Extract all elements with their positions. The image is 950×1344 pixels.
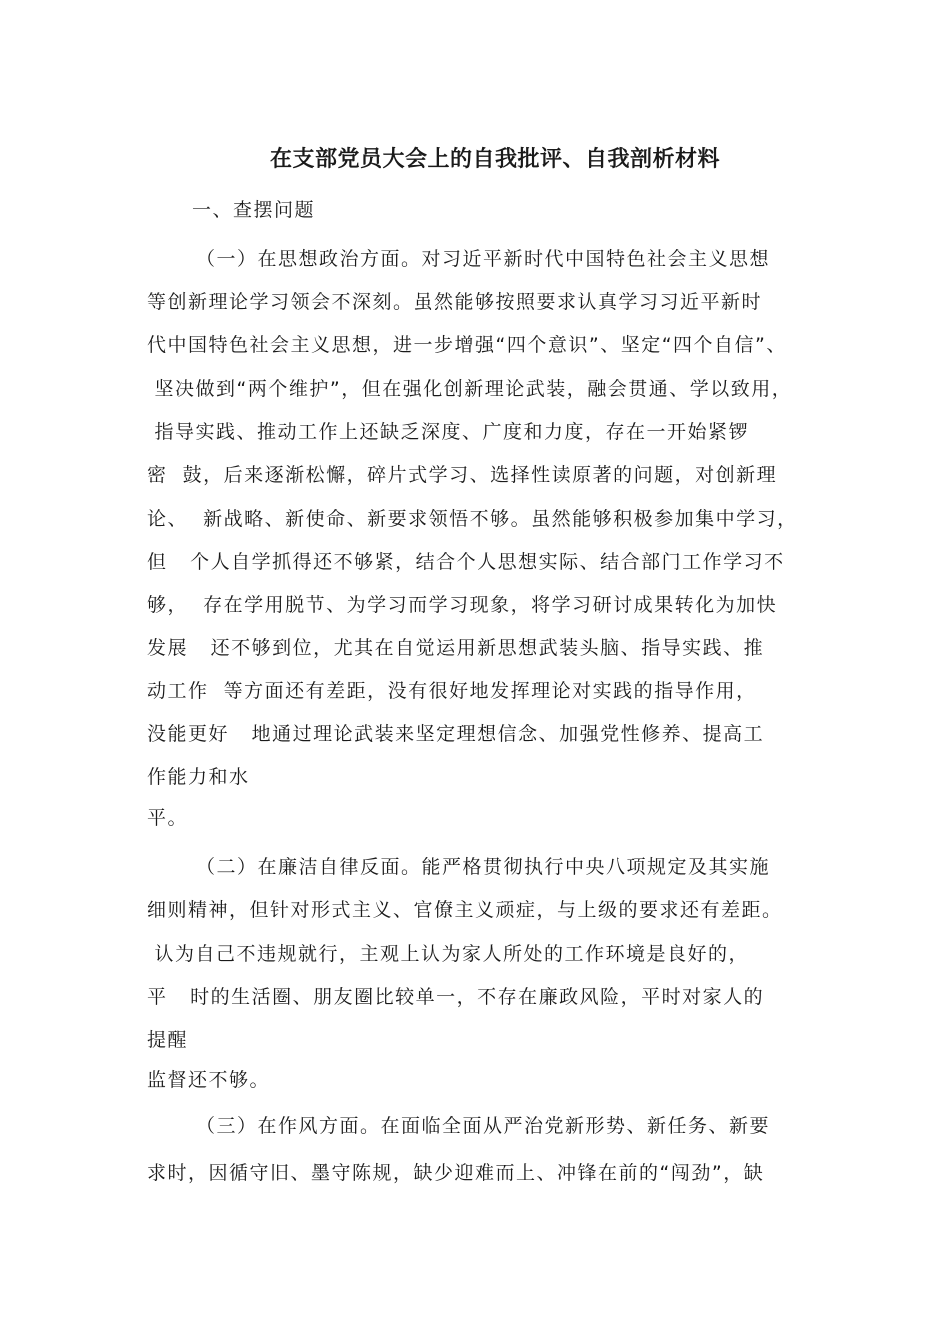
paragraph-line: 发展 还不够到位，尤其在自觉运用新思想武装头脑、指导实践、推 — [147, 637, 765, 659]
paragraph-line: 提醒 — [147, 1029, 189, 1051]
paragraph-line: 密 鼓，后来逐渐松懈，碎片式学习、选择性读原著的问题，对创新理 — [147, 464, 778, 486]
section-heading: 一、查摆问题 — [192, 199, 316, 221]
paragraph-line: 坚决做到“两个维护”，但在强化创新理论武装，融会贯通、学以致用， — [147, 378, 793, 400]
document-title: 在支部党员大会上的自我批评、自我剖析材料 — [269, 147, 720, 172]
paragraph-line: 论、 新战略、新使命、新要求领悟不够。虽然能够积极参加集中学习， — [147, 508, 798, 530]
paragraph-line: （二）在廉洁自律反面。能严格贯彻执行中央八项规定及其实施 — [196, 856, 771, 878]
paragraph-line: 求时，因循守旧、墨守陈规，缺少迎难而上、冲锋在前的“闯劲”，缺 — [147, 1162, 765, 1184]
paragraph-line: （三）在作风方面。在面临全面从严治党新形势、新任务、新要 — [196, 1115, 771, 1137]
paragraph-line: 认为自己不违规就行，主观上认为家人所处的工作环境是良好的， — [147, 943, 750, 965]
paragraph-line: 细则精神，但针对形式主义、官僚主义顽症，与上级的要求还有差距。 — [147, 899, 783, 921]
paragraph-line: 监督还不够。 — [147, 1069, 271, 1091]
paragraph-line: 够， 存在学用脱节、为学习而学习现象，将学习研讨成果转化为加快 — [147, 594, 778, 616]
paragraph-line: 作能力和水 — [147, 766, 250, 788]
paragraph-line: 平 时的生活圈、朋友圈比较单一，不存在廉政风险，平时对家人的 — [147, 986, 765, 1008]
paragraph-line: 等创新理论学习领会不深刻。虽然能够按照要求认真学习习近平新时 — [147, 291, 763, 313]
paragraph-line: 但 个人自学抓得还不够紧，结合个人思想实际、结合部门工作学习不 — [147, 551, 785, 573]
paragraph-line: 指导实践、推动工作上还缺乏深度、广度和力度，存在一开始紧锣 — [147, 421, 750, 443]
paragraph-line: 代中国特色社会主义思想，进一步增强“四个意识”、坚定“四个自信”、 — [147, 334, 787, 356]
paragraph-line: 没能更好 地通过理论武装来坚定理想信念、加强党性修养、提高工 — [147, 723, 765, 745]
paragraph-line: 平。 — [147, 807, 189, 829]
paragraph-line: （一）在思想政治方面。对习近平新时代中国特色社会主义思想 — [196, 248, 771, 270]
paragraph-line: 动工作 等方面还有差距，没有很好地发挥理论对实践的指导作用， — [147, 680, 757, 702]
